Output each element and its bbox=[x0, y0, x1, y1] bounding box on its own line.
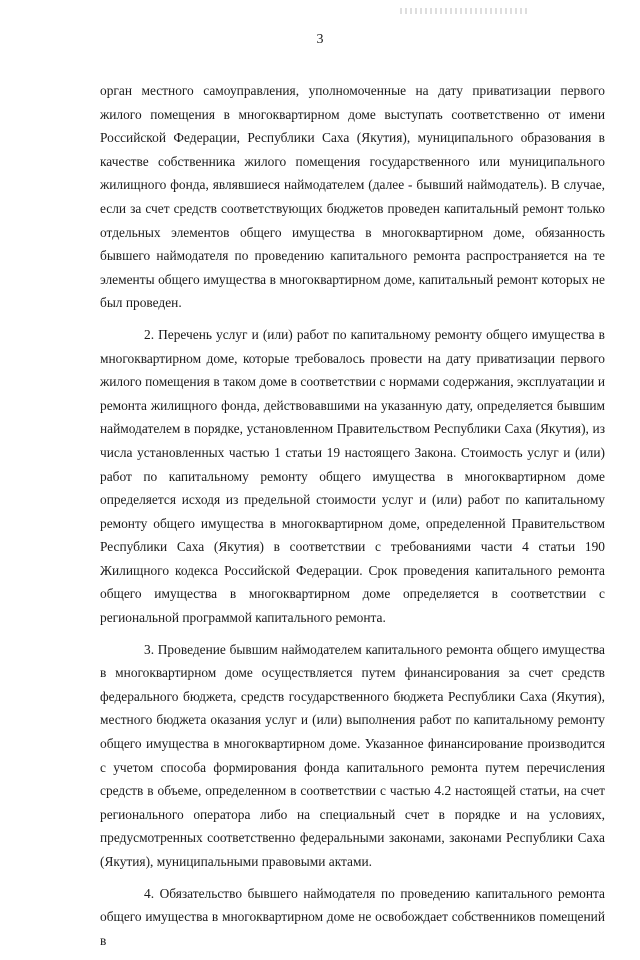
paragraph-3: 3. Проведение бывшим наймодателем капитального ремонта общего имущества в многоквартирном доме осуществляется путем финансирования за счет средств федерального бюджета, средств государственного бюджета Республики Саха (Якутия), местного бюджета оказания услуг и (или) выполнения работ по капитальному ремонту общего имущества в многоквартирном доме. Указанное финансирование производится с учетом способа формирования фонда капитального ремонта путем перечисления средств в объеме, определенном в соответствии с частью 4.2 настоящей статьи, на счет регионального оператора либо на специальный счет в порядке и на условиях, предусмотренных соответственно федеральными законами, законами Республики Саха (Якутия), муниципальными правовыми актами. bbox=[100, 641, 605, 869]
paragraph-4: 4. Обязательство бывшего наймодателя по проведению капитального ремонта общего имущества в многоквартирном доме не освобождает собственников помещений в bbox=[100, 885, 605, 948]
paragraph-2: 2. Перечень услуг и (или) работ по капитальному ремонту общего имущества в многоквартирном доме, которые требовалось провести на дату приватизации первого жилого помещения в таком доме в соответствии с нормами содержания, эксплуатации и ремонта жилищного фонда, действовавшими на указанную дату, определяется бывшим наймодателем в порядке, установленном Правительством Республики Саха (Якутия), из числа установленных частью 1 статьи 19 настоящего Закона. Стоимость услуг и (или) работ по капитальному ремонту общего имущества в многоквартирном доме определяется исходя из предельной стоимости услуг и (или) работ по капитальному ремонту общего имущества в многоквартирном доме, определенной Правительством Республики Саха (Якутия) в соответствии с требованиями части 4 статьи 190 Жилищного кодекса Российской Федерации. Срок проведения капитального ремонта общего имущества в многоквартирном доме определяется в соответствии с региональной программой капитального ремонта. bbox=[100, 326, 605, 626]
page-number: 3 bbox=[316, 32, 324, 47]
paragraph-continuation: орган местного самоуправления, уполномоченные на дату приватизации первого жилого помещения в многоквартирном доме выступать соответственно от имени Российской Федерации, Республики Саха (Якутия), муниципального образования в качестве собственника жилого помещения государственного или муниципального жилищного фонда, являвшиеся наймодателем (далее - бывший наймодатель). В случае, если за счет средств соответствующих бюджетов проведен капитальный ремонт только отдельных элементов общего имущества в многоквартирном доме, обязанность бывшего наймодателя по проведению капитального ремонта распространяется на те элементы общего имущества в многоквартирном доме, капитальный ремонт которых не был проведен. bbox=[100, 83, 605, 311]
scan-artifact bbox=[400, 8, 530, 14]
document-body bbox=[100, 79, 605, 960]
